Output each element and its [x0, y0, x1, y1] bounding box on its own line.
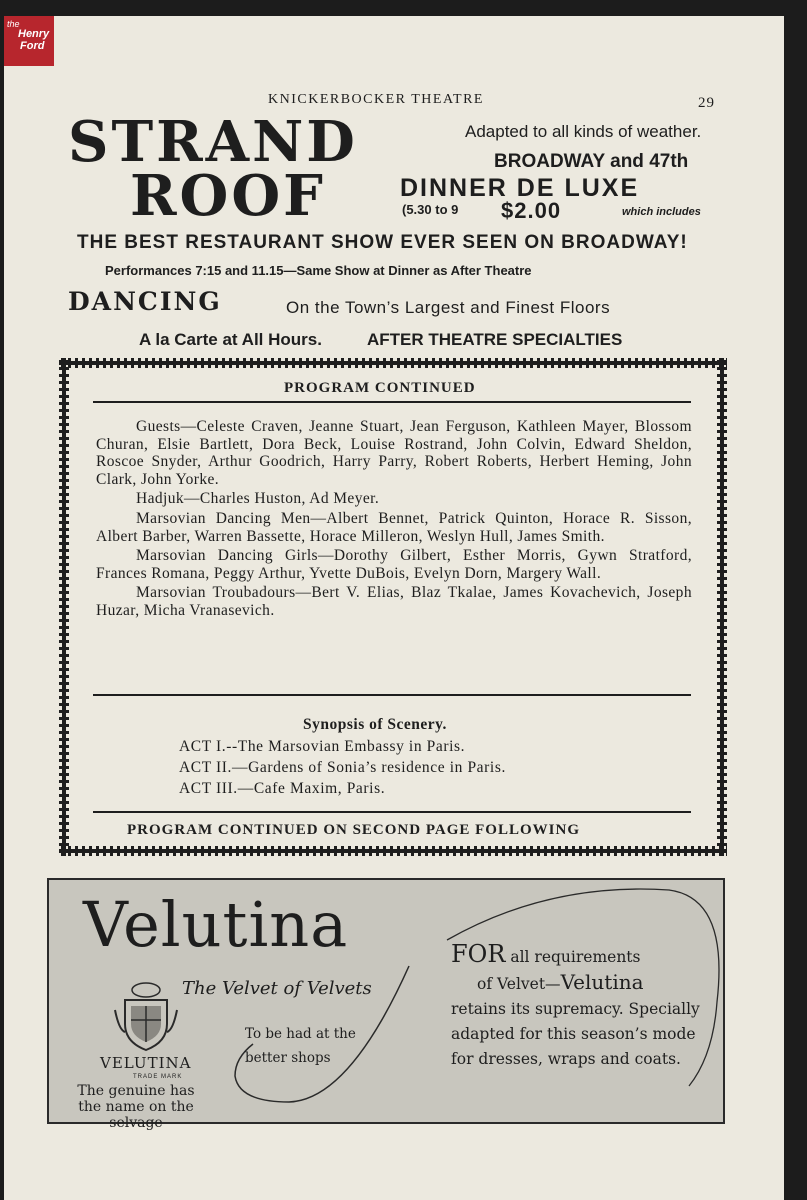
- selvage-note: The genuine has the name on the selvage: [77, 1083, 195, 1131]
- ornamental-border-left: [59, 358, 69, 856]
- program-footer: PROGRAM CONTINUED ON SECOND PAGE FOLLOWING: [127, 822, 580, 838]
- crest-icon: [111, 980, 181, 1054]
- velutina-copy: [451, 942, 721, 1072]
- running-head: KNICKERBOCKER THEATRE: [268, 92, 484, 107]
- dinner-price: $2.00: [501, 198, 562, 223]
- weather-line: Adapted to all kinds of weather.: [465, 122, 702, 141]
- velutina-tagline: The Velvet of Velvets: [182, 978, 372, 999]
- copy-rest: retains its supremacy. Specially adapted for this season’s mode for dresses, wraps and coats.: [451, 1000, 700, 1068]
- synopsis-title: Synopsis of Scenery.: [303, 716, 447, 733]
- ornamental-border-bottom: [59, 846, 727, 856]
- dancing-heading: DANCING: [68, 287, 222, 316]
- divider: [93, 401, 691, 403]
- location-line: BROADWAY and 47th: [494, 151, 689, 172]
- act-line: ACT II.—Gardens of Sonia’s residence in Paris.: [179, 759, 506, 776]
- divider: [93, 694, 691, 696]
- shops-note: To be had at the better shops: [245, 1026, 356, 1066]
- trademark-label: TRADE MARK: [133, 1074, 183, 1080]
- act-line: ACT I.--The Marsovian Embassy in Paris.: [179, 738, 466, 755]
- dinner-de-luxe: DINNER DE LUXE: [400, 174, 640, 202]
- ornamental-border-right: [717, 358, 727, 856]
- program-heading: PROGRAM CONTINUED: [284, 380, 476, 396]
- cast-list: [96, 418, 692, 622]
- cast-paragraph: Hadjuk—Charles Huston, Ad Meyer.: [136, 490, 380, 508]
- copy-line-1: all requirements: [505, 948, 641, 966]
- velutina-logo: Velutina: [83, 888, 349, 961]
- floors-line: On the Town’s Largest and Finest Floors: [286, 298, 611, 317]
- roof-title: ROOF: [130, 163, 326, 229]
- copy-line-2: of Velvet—: [477, 975, 561, 993]
- performances-line: Performances 7:15 and 11.15—Same Show at Dinner as After Theatre: [105, 263, 532, 278]
- page-number: 29: [698, 95, 715, 111]
- cast-paragraph: Marsovian Troubadours—Bert V. Elias, Blaz Tkalae, James Kovachevich, Joseph Huzar, Micha Vranasevich.: [96, 584, 692, 619]
- includes-note: which includes: [622, 206, 701, 218]
- ornamental-border-top: [59, 358, 727, 368]
- act-line: ACT III.—Cafe Maxim, Paris.: [179, 780, 386, 797]
- a-la-carte-line: A la Carte at All Hours.: [139, 330, 322, 349]
- copy-for: FOR: [451, 940, 506, 968]
- dinner-hours: (5.30 to 9: [402, 202, 459, 217]
- best-show-line: THE BEST RESTAURANT SHOW EVER SEEN ON BROADWAY!: [77, 232, 688, 253]
- strand-title: STRAND: [68, 109, 358, 175]
- copy-velutina: Velutina: [560, 970, 644, 994]
- henry-ford-logo: the Henry Ford: [4, 16, 54, 66]
- divider: [93, 811, 691, 813]
- program-page: [4, 16, 784, 1200]
- velutina-ad: [47, 878, 725, 1131]
- after-theatre-line: AFTER THEATRE SPECIALTIES: [367, 330, 623, 349]
- program-box: [59, 358, 727, 856]
- velutina-wordmark: VELUTINA: [100, 1054, 192, 1072]
- cast-paragraph: Marsovian Dancing Girls—Dorothy Gilbert, Esther Morris, Gywn Stratford, Frances Romana, Peggy Arthur, Yvette DuBois, Evelyn Dorn, Margery Wall.: [96, 547, 692, 582]
- cast-paragraph: Marsovian Dancing Men—Albert Bennet, Patrick Quinton, Horace R. Sisson, Albert Barber, Warren Bassette, Horace Milleron, Weslyn Hull, James Smith.: [96, 509, 692, 545]
- cast-paragraph: Guests—Celeste Craven, Jeanne Stuart, Jean Ferguson, Kathleen Mayer, Blossom Churan, Elsie Bartlett, Dora Beck, Louise Rostrand, John Colvin, Edward Sheldon, Roscoe Snyder, Arthur Goodrich, Harry Parry, Robert Roberts, Herbert Heming, John Clark, John Yorke.: [96, 418, 692, 488]
